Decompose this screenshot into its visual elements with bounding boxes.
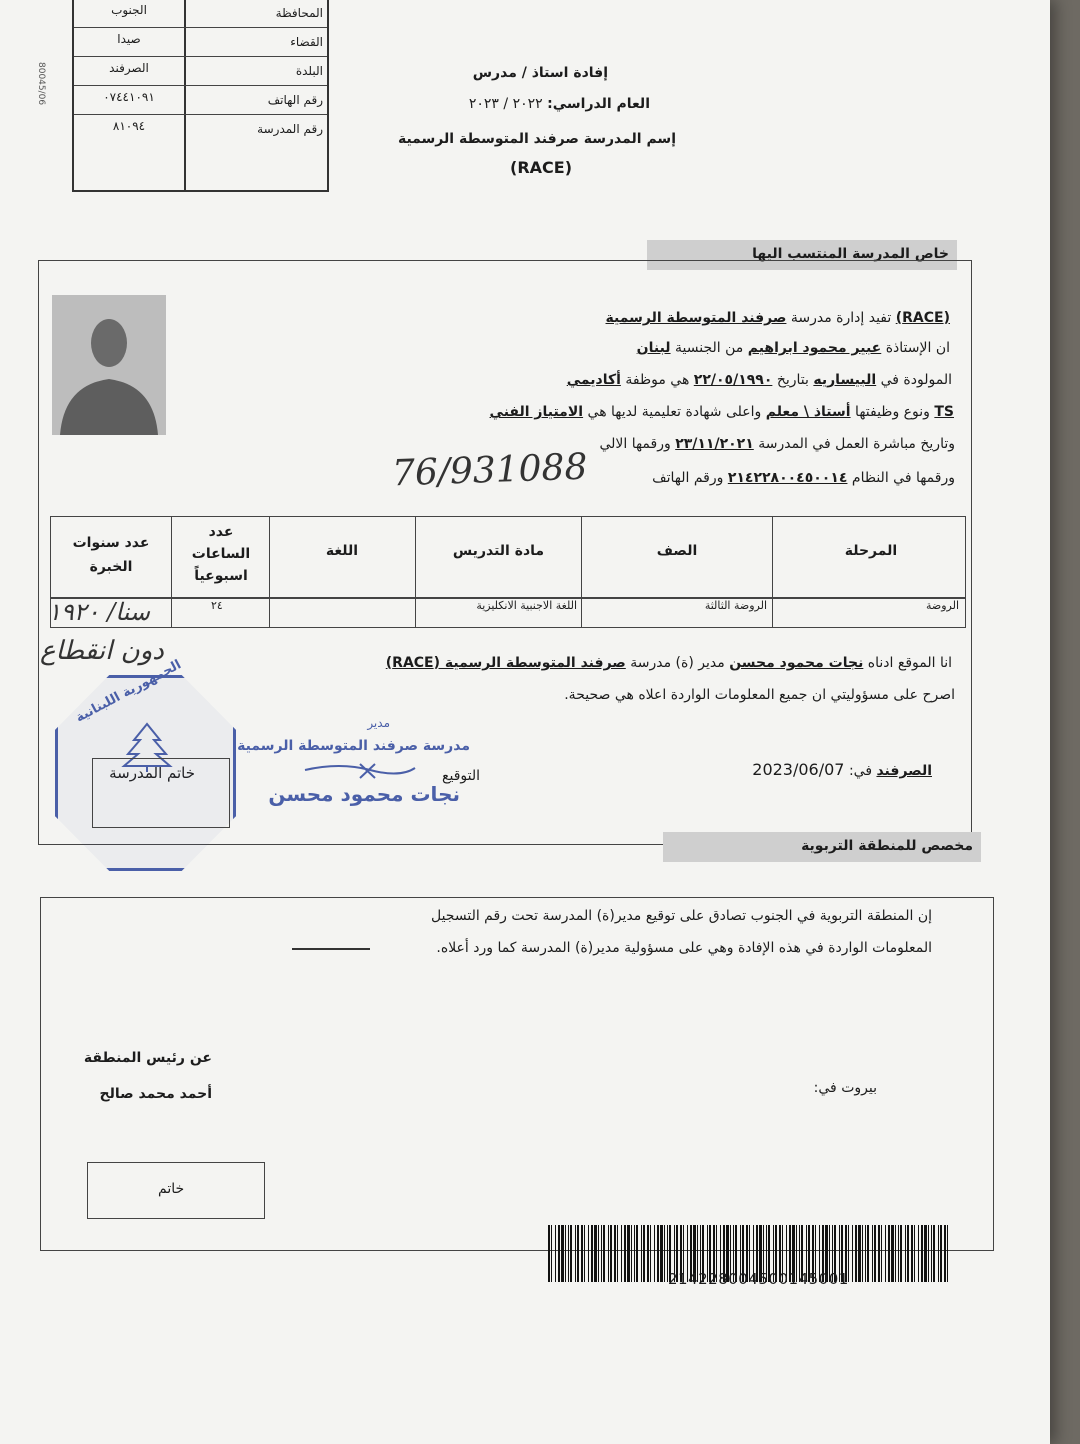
line-teacher-name xyxy=(637,340,950,356)
teacher-name: عبير محمود ابراهيم xyxy=(747,340,882,356)
handwritten-continuous: دون انقطاع xyxy=(40,636,164,666)
region-head-label: عن رئيس المنطقة xyxy=(83,1050,212,1066)
region-head-name: أحمد محمد صالح xyxy=(99,1086,212,1102)
text: بتاريخ xyxy=(776,372,809,388)
th-class: الصف xyxy=(656,543,698,559)
year-label: العام الدراسي: xyxy=(547,96,650,112)
text: في: xyxy=(848,763,873,779)
text: ان الإستاذة xyxy=(885,340,950,356)
birth-place: البيساريه xyxy=(813,372,877,388)
text: مدير (ة) مدرسة xyxy=(630,655,725,671)
certificate: الامتياز الفني xyxy=(489,404,584,420)
info-label: رقم الهاتف xyxy=(267,93,323,107)
text: ورقم الهاتف xyxy=(652,470,724,486)
race-underlined: (RACE) xyxy=(895,310,950,326)
info-value: ٨١٠٩٤ xyxy=(112,119,146,133)
info-value: صيدا xyxy=(117,32,141,46)
school-name: صرفند المتوسطة الرسمية xyxy=(397,131,579,147)
section2-title: مخصص للمنطقة التربوية xyxy=(801,838,973,854)
handwritten-phone: 76/931088 xyxy=(391,446,589,495)
td-stage: الروضة xyxy=(925,599,959,612)
declaration-date: 2023/06/07 xyxy=(752,760,845,779)
info-label: رقم المدرسة xyxy=(257,122,323,136)
region-stamp-box xyxy=(87,1162,265,1219)
info-label: المحافظة xyxy=(275,6,323,20)
cert-code: TS xyxy=(934,404,954,420)
stamp-text: الجمهورية اللبنانية xyxy=(73,657,184,726)
declaration-line1 xyxy=(386,655,952,671)
text: وتاريخ مباشرة العمل في المدرسة xyxy=(758,436,955,452)
info-row-governorate xyxy=(74,0,327,28)
ink-director-name: نجات محمود محسن xyxy=(268,782,460,806)
line-system-number xyxy=(652,470,955,486)
barcode-number: 214228004500145001 xyxy=(668,1270,849,1288)
text: واعلى شهادة تعليمية لديها هي xyxy=(587,404,762,420)
info-value: الجنوب xyxy=(111,3,147,17)
th-subject: مادة التدريس xyxy=(452,543,545,559)
info-value: الصرفند xyxy=(109,61,149,75)
ink-director-title: مدير xyxy=(367,716,390,730)
teacher-photo xyxy=(52,295,166,435)
system-number: ٢١٤٢٢٨٠٠٤٥٠٠١٤ xyxy=(727,470,848,486)
th-experience: عدد سنوات الخبرة xyxy=(72,535,150,575)
school-stamp-label: خاتم المدرسة xyxy=(109,764,195,782)
director-name: نجات محمود محسن xyxy=(729,655,864,671)
document-title: إفادة استاذ / مدرس xyxy=(472,65,608,81)
text: المولودة في xyxy=(880,372,952,388)
line-birth xyxy=(567,372,952,388)
nationality: لبنان xyxy=(636,340,671,356)
school-stamp-box xyxy=(92,758,230,828)
line-job xyxy=(490,404,954,420)
section1-title: خاص المدرسة المنتسب اليها xyxy=(752,246,949,262)
school-underlined: صرفند المتوسطة الرسمية xyxy=(605,310,787,326)
signature-scribble xyxy=(300,758,420,782)
registration-blank xyxy=(292,948,370,950)
info-row-school-number xyxy=(74,116,327,143)
text: من الجنسية xyxy=(675,340,744,356)
teaching-table xyxy=(50,516,966,628)
handwritten-years: سنا/ ١٩٢٠ xyxy=(48,598,150,626)
text: ونوع وظيفتها xyxy=(855,404,930,420)
td-class: الروضة الثالثة xyxy=(704,599,767,612)
text: تفيد إدارة مدرسة xyxy=(790,310,892,326)
text: انا الموقع ادناه xyxy=(867,655,952,671)
declaration-line2: اصرح على مسؤوليتي ان جميع المعلومات الواردة اعلاه هي صحيحة. xyxy=(564,687,955,703)
declaration-school: صرفند المتوسطة الرسمية (RACE) xyxy=(385,655,626,671)
declaration-place: الصرفند xyxy=(876,763,932,779)
signature-label: التوقيع xyxy=(442,768,480,784)
th-stage: المرحلة xyxy=(844,543,898,559)
school-info-table xyxy=(72,0,329,192)
info-row-district xyxy=(74,29,327,57)
beirut-date-label: بيروت في: xyxy=(813,1080,877,1096)
line-start-date xyxy=(599,436,955,452)
region-text-2: المعلومات الواردة في هذه الإفادة وهي على مسؤولية مدير(ة) المدرسة كما ورد أعلاه. xyxy=(436,940,932,956)
info-label: القضاء xyxy=(290,35,323,49)
info-value: ٠٧٤٤١٠٩١ xyxy=(103,90,155,104)
text: هي موظفة xyxy=(625,372,690,388)
line-school xyxy=(606,310,950,326)
td-hours: ٢٤ xyxy=(211,599,223,612)
region-text-1: إن المنطقة التربوية في الجنوب تصادق على توقيع مدير(ة) المدرسة تحت رقم التسجيل xyxy=(430,908,932,924)
th-language: اللغة xyxy=(325,543,359,559)
stamp-box-label: خاتم xyxy=(158,1181,185,1197)
info-label: البلدة xyxy=(295,64,323,78)
ink-school: مدرسة صرفند المتوسطة الرسمية xyxy=(237,738,470,754)
side-code: 80045/06 xyxy=(36,62,46,106)
info-row-phone xyxy=(74,87,327,115)
school-year xyxy=(469,96,650,112)
job-type: أستاذ \ معلم xyxy=(765,404,851,420)
race-label: (RACE) xyxy=(510,158,572,177)
school-name-header xyxy=(398,131,676,147)
year-value: ٢٠٢٢ / ٢٠٢٣ xyxy=(468,96,543,112)
school-name-label: إسم المدرسة xyxy=(583,131,676,147)
info-row-town xyxy=(74,58,327,86)
text: ورقمها في النظام xyxy=(851,470,955,486)
text: ورقمها الالي xyxy=(599,436,671,452)
section2-bar xyxy=(663,832,981,862)
birth-date: ٢٢/٠٥/١٩٩٠ xyxy=(693,372,773,388)
start-date: ٢٣/١١/٢٠٢١ xyxy=(675,436,754,452)
declaration-date-line xyxy=(752,760,932,779)
td-subject: اللغة الاجنبية الانكليزية xyxy=(476,599,577,612)
th-hours: عدد الساعات اسبوعياً xyxy=(191,524,251,584)
employee-type: أكاديمي xyxy=(566,372,621,388)
